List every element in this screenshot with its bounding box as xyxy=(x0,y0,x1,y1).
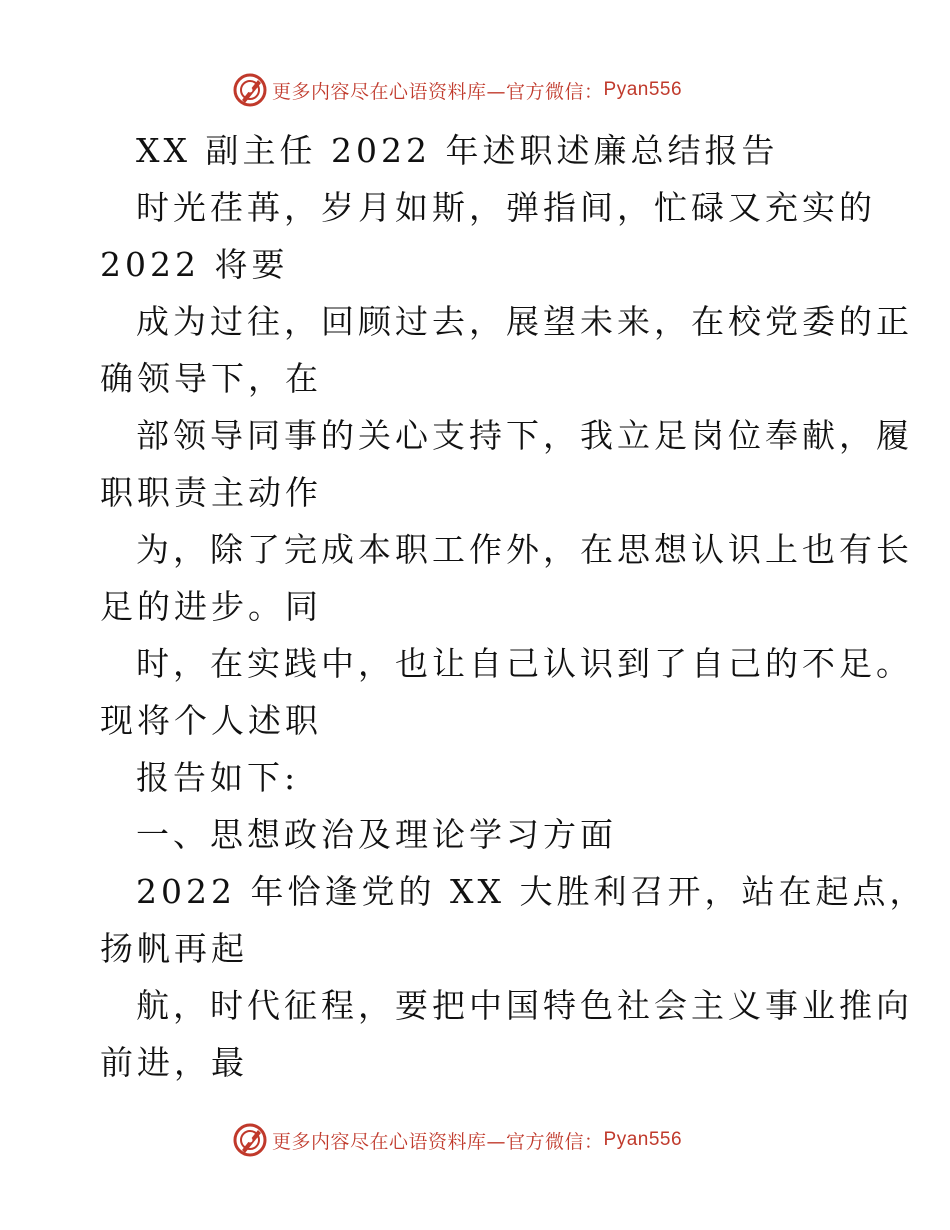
paragraph-line: 职职责主动作 xyxy=(100,473,322,512)
watermark-text: 更多内容尽在心语资料库—官方微信： xyxy=(272,80,604,103)
watermark-footer xyxy=(232,1120,752,1160)
paragraph-line: 现将个人述职 xyxy=(100,701,322,740)
watermark-account: Pyan556 xyxy=(603,1129,683,1150)
document-title: XX 副主任 2022 年述职述廉总结报告 xyxy=(136,131,779,170)
paragraph-line: 2022 年恰逢党的 XX 大胜利召开，站在起点， xyxy=(136,872,927,911)
watermark-header xyxy=(232,70,752,110)
paragraph-line: 时光荏苒，岁月如斯，弹指间，忙碌又充实的 xyxy=(136,188,876,227)
paragraph-line: 为，除了完成本职工作外，在思想认识上也有长 xyxy=(136,530,913,569)
document-body xyxy=(100,122,927,1091)
paragraph-line: 足的进步。同 xyxy=(100,587,322,626)
paragraph-line: 部领导同事的关心支持下，我立足岗位奉献，履 xyxy=(136,416,913,455)
paragraph-line: 前进，最 xyxy=(100,1043,248,1082)
pen-nib-logo-icon xyxy=(232,72,268,108)
paragraph-line: 航，时代征程，要把中国特色社会主义事业推向 xyxy=(136,986,913,1025)
section-heading: 一、思想政治及理论学习方面 xyxy=(136,815,617,854)
paragraph-line: 确领导下，在 xyxy=(100,359,322,398)
watermark-account: Pyan556 xyxy=(603,79,683,100)
paragraph-line: 2022 将要 xyxy=(100,245,289,284)
paragraph-line: 时，在实践中，也让自己认识到了自己的不足。 xyxy=(136,644,913,683)
pen-nib-logo-icon xyxy=(232,1122,268,1158)
paragraph-line: 扬帆再起 xyxy=(100,929,248,968)
watermark-text: 更多内容尽在心语资料库—官方微信： xyxy=(272,1130,604,1153)
paragraph-line: 成为过往，回顾过去，展望未来，在校党委的正 xyxy=(136,302,913,341)
paragraph-line: 报告如下: xyxy=(136,758,300,797)
